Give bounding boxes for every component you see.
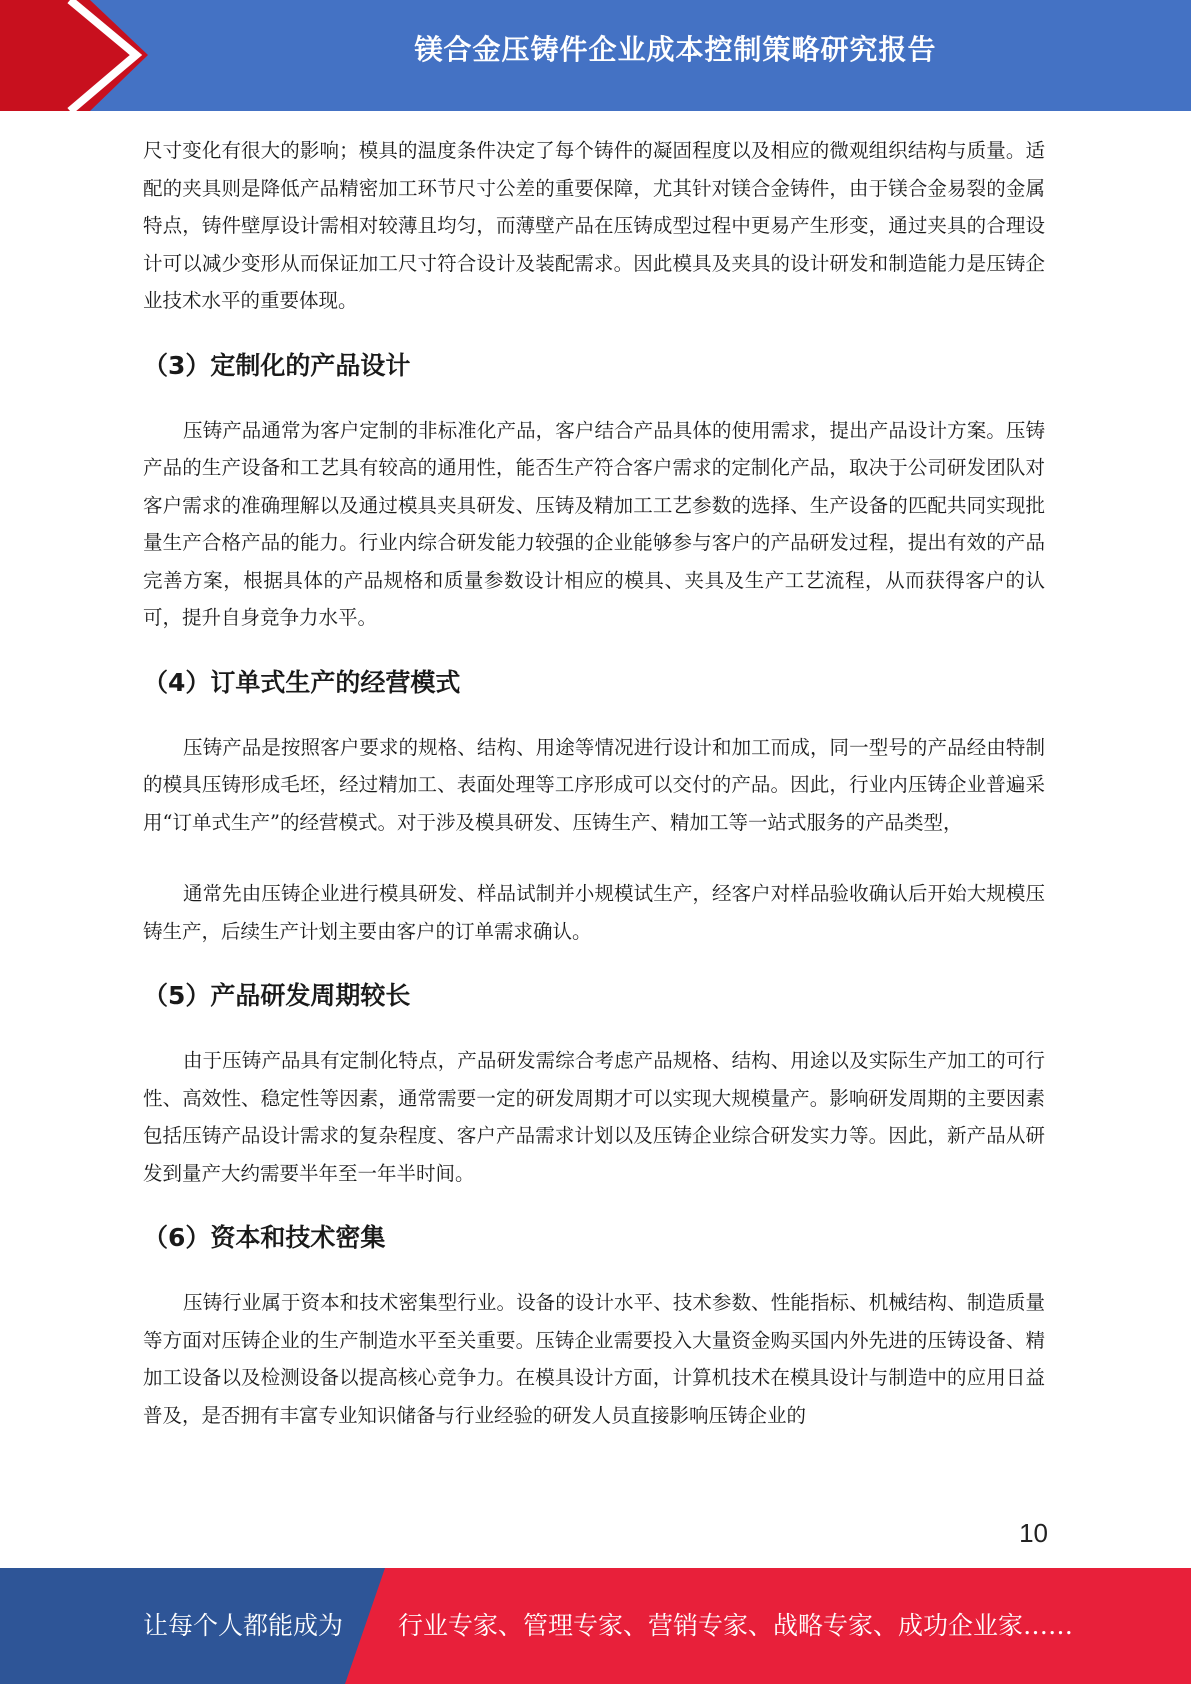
paragraph-section-6: 压铸行业属于资本和技术密集型行业。设备的设计水平、技术参数、性能指标、机械结构、制造质量等方面对压铸企业的生产制造水平至关重要。压铸企业需要投入大量资金购买国内外先进的压铸设备、精加工设备以及检测设备以提高核心竞争力。在模具设计方面，计算机技术在模具设计与制造中的应用日益普及，是否拥有丰富专业知识储备与行业经验的研发人员直接影响压铸企业的 <box>143 1291 1045 1427</box>
footer-slogan-right: 行业专家、管理专家、营销专家、战略专家、成功企业家…… <box>398 1611 1074 1640</box>
paragraph-section-4b: 通常先由压铸企业进行模具研发、样品试制并小规模试生产，经客户对样品验收确认后开始大规模压铸生产，后续生产计划主要由客户的订单需求确认。 <box>143 882 1045 943</box>
report-title: 镁合金压铸件企业成本控制策略研究报告 <box>414 33 937 66</box>
paragraph-section-5: 由于压铸产品具有定制化特点，产品研发需综合考虑产品规格、结构、用途以及实际生产加工的可行性、高效性、稳定性等因素，通常需要一定的研发周期才可以实现大规模量产。影响研发周期的主要因素包括压铸产品设计需求的复杂程度、客户产品需求计划以及压铸企业综合研发实力等。因此，新产品从研发到量产大约需要半年至一年半时间。 <box>143 1049 1045 1185</box>
section-heading-4: （4）订单式生产的经营模式 <box>143 667 461 697</box>
paragraph-section-3: 压铸产品通常为客户定制的非标准化产品，客户结合产品具体的使用需求，提出产品设计方案。压铸产品的生产设备和工艺具有较高的通用性，能否生产符合客户需求的定制化产品，取决于公司研发团队对客户需求的准确理解以及通过模具夹具研发、压铸及精加工工艺参数的选择、生产设备的匹配共同实现批量生产合格产品的能力。行业内综合研发能力较强的企业能够参与客户的产品研发过程，提出有效的产品完善方案，根据具体的产品规格和质量参数设计相应的模具、夹具及生产工艺流程，从而获得客户的认可，提升自身竞争力水平。 <box>143 418 1045 629</box>
page-content <box>143 132 1045 1434</box>
section-heading-6: （6）资本和技术密集 <box>143 1223 386 1252</box>
paragraph-intro: 尺寸变化有很大的影响；模具的温度条件决定了每个铸件的凝固程度以及相应的微观组织结构与质量。适配的夹具则是降低产品精密加工环节尺寸公差的重要保障，尤其针对镁合金铸件，由于镁合金易裂的金属特点，铸件壁厚设计需相对较薄且均匀，而薄壁产品在压铸成型过程中更易产生形变，通过夹具的合理设计可以减少变形从而保证加工尺寸符合设计及装配需求。因此模具及夹具的设计研发和制造能力是压铸企业技术水平的重要体现。 <box>143 139 1045 312</box>
footer-slogan-left: 让每个人都能成为 <box>143 1611 344 1640</box>
paragraph-section-4a: 压铸产品是按照客户要求的规格、结构、用途等情况进行设计和加工而成，同一型号的产品经由特制的模具压铸形成毛坯，经过精加工、表面处理等工序形成可以交付的产品。因此，行业内压铸企业普遍采用“订单式生产”的经营模式。对于涉及模具研发、压铸生产、精加工等一站式服务的产品类型， <box>143 735 1045 834</box>
section-heading-3: （3）定制化的产品设计 <box>143 350 411 380</box>
page-footer <box>0 1568 1191 1684</box>
page-header <box>0 0 1191 111</box>
page-number: 10 <box>1019 1518 1048 1548</box>
section-heading-5: （5）产品研发周期较长 <box>143 981 411 1010</box>
